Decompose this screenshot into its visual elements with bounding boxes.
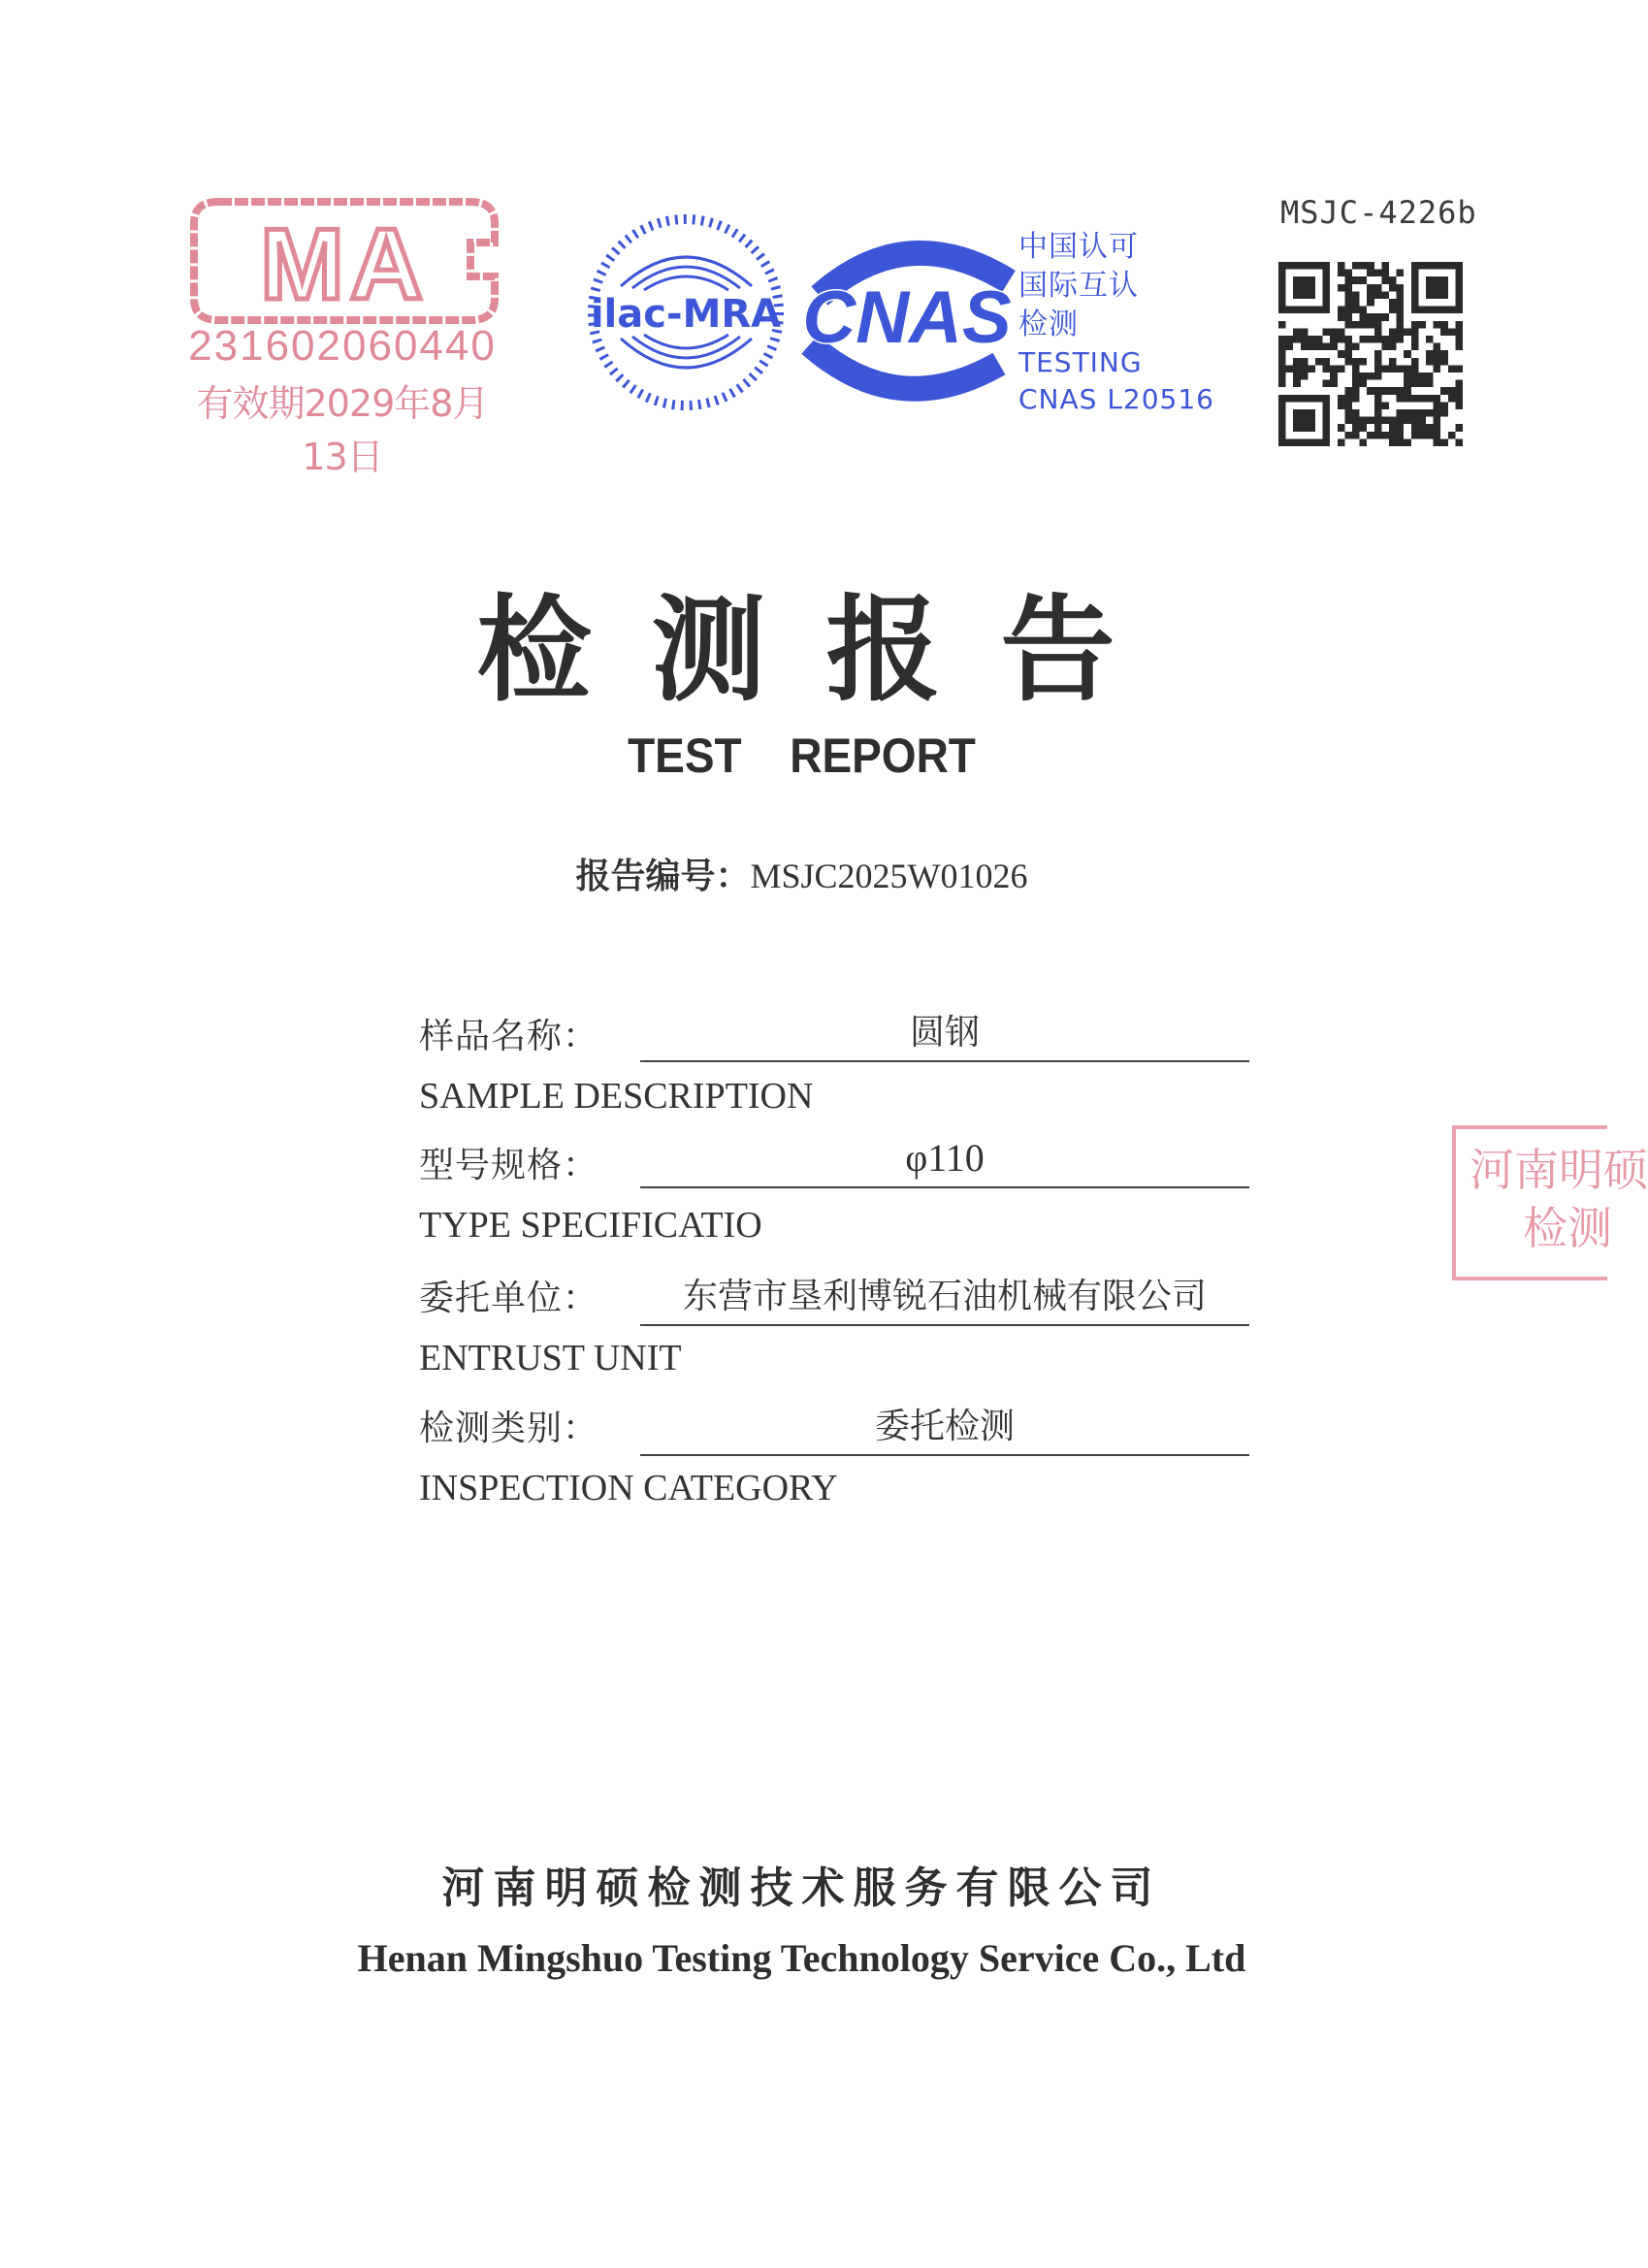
ma-logo-text: MA — [260, 209, 429, 321]
cnas-logo-text: CNAS — [802, 276, 1012, 359]
company-name-cn: 河南明硕检测技术服务有限公司 — [441, 1863, 1162, 1913]
entrust-unit-label-cn: 委托单位： — [419, 1279, 599, 1318]
report-title-cn: 检测报告 — [476, 583, 1176, 717]
ma-validity-date: 有效期2029年8月13日 — [196, 382, 489, 478]
company-side-stamp — [1452, 1125, 1648, 1280]
report-number-label: 报告编号： — [575, 857, 751, 896]
type-spec-value: φ110 — [640, 1135, 1249, 1188]
ilac-mra-seal-icon — [582, 209, 791, 417]
cnas-line-3: 检测 — [1018, 308, 1079, 341]
ilac-logo-text: ilac-MRA — [590, 292, 782, 337]
entrust-unit-value: 东营市垦利博锐石油机械有限公司 — [640, 1269, 1249, 1326]
cnas-logo-icon — [791, 228, 1023, 412]
sample-name-value: 圆钢 — [640, 1005, 1249, 1062]
inspection-category-label: INSPECTION CATEGORY — [419, 1468, 838, 1508]
side-stamp-line-1: 河南明硕 — [1470, 1144, 1648, 1196]
company-name-en: Henan Mingshuo Testing Technology Service Co., Ltd — [357, 1936, 1246, 1980]
sample-name-label: 样品名称： — [419, 1017, 599, 1056]
report-number — [0, 849, 1603, 898]
inspection-category-label-cn: 检测类别： — [419, 1409, 599, 1448]
cnas-line-5: CNAS L20516 — [1018, 383, 1214, 415]
ma-certificate-number: 231602060440 — [188, 322, 497, 370]
report-title-en: TEST REPORT — [628, 729, 976, 783]
type-spec-label: 型号规格： — [419, 1146, 599, 1185]
cnas-line-1: 中国认可 — [1018, 230, 1139, 264]
cnas-accreditation-text — [1018, 228, 1214, 418]
document-code: MSJC-4226b — [1280, 194, 1477, 231]
side-stamp-line-2: 检测 — [1523, 1202, 1612, 1254]
sample-description-label: SAMPLE DESCRIPTION — [419, 1076, 814, 1117]
entrust-unit-label: ENTRUST UNIT — [419, 1338, 682, 1378]
report-number-value: MSJC2025W01026 — [750, 857, 1028, 895]
cnas-line-2: 国际互认 — [1018, 269, 1139, 303]
inspection-category-value: 委托检测 — [640, 1399, 1249, 1456]
cnas-line-4: TESTING — [1018, 346, 1143, 378]
type-specification-label: TYPE SPECIFICATIO — [419, 1205, 762, 1246]
qr-code-icon[interactable] — [1278, 262, 1463, 446]
